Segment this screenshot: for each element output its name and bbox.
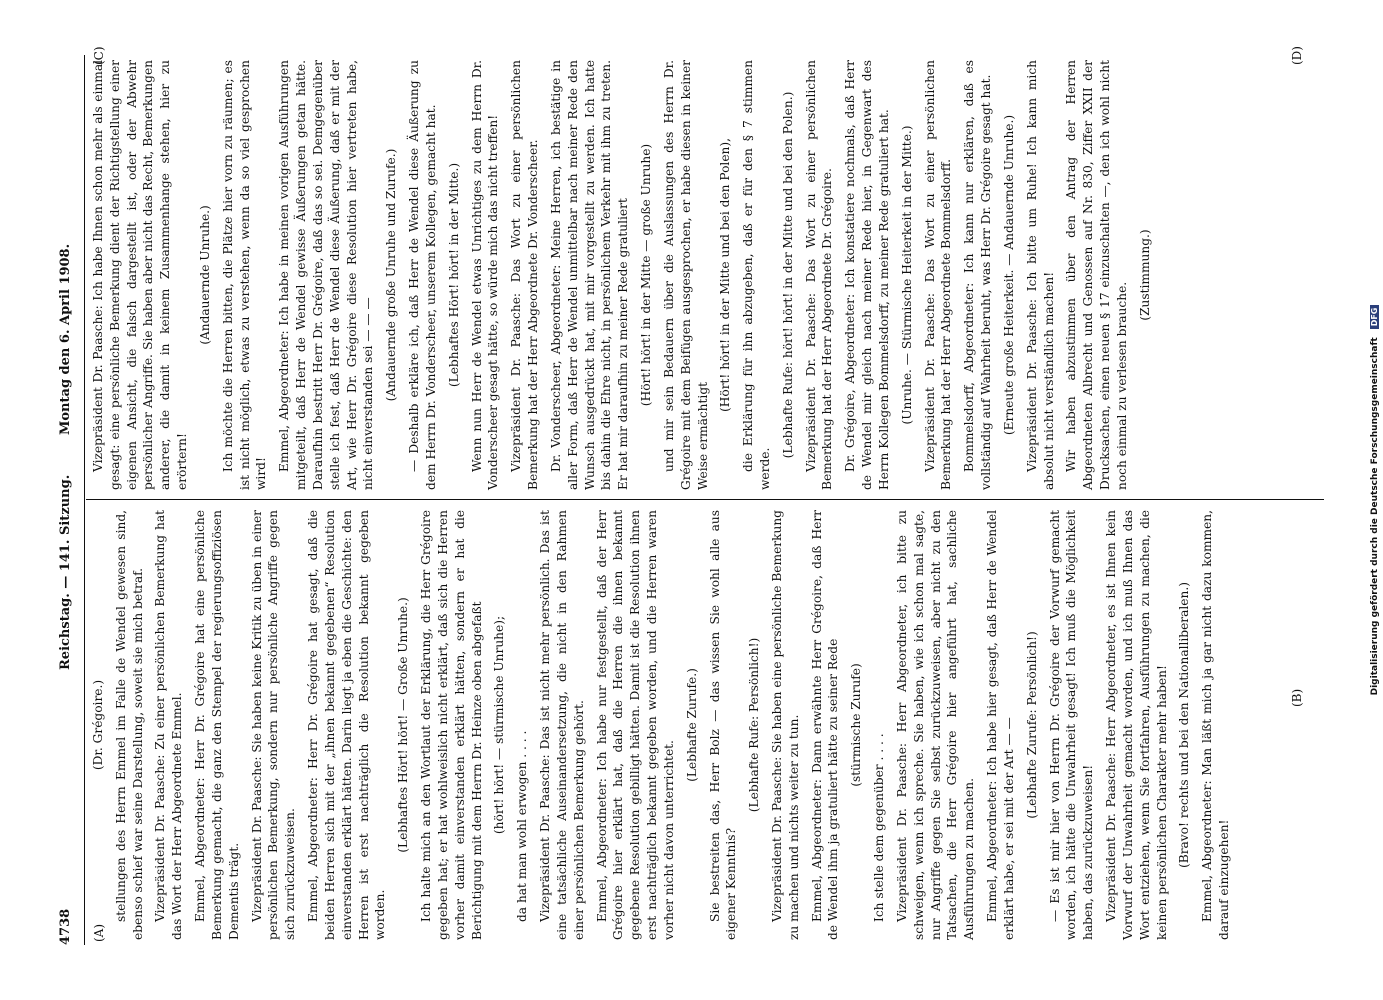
paragraph: (Andauernde Unruhe.) (197, 205, 212, 345)
header-rule (84, 55, 85, 945)
paragraph: (Dr. Grégoire.) (91, 679, 105, 771)
paragraph: (Lebhafte Rufe: Persönlich!) (747, 637, 762, 813)
paragraph: (Erneute große Heiterkeit. — Andauernde Unruhe.) (1001, 114, 1016, 436)
paragraph: (Lebhaftes Hört! hört! — Große Unruhe.) (396, 597, 411, 853)
paragraph: Vizepräsident Dr. Paasche: Das Wort zu einer persönlichen Bemerkung hat der Herr Abgeordnete Dr. Vonderscheer. (509, 60, 541, 490)
digitization-credit (1370, 10, 1380, 990)
session-date: Montag den 6. April 1908. (58, 243, 73, 435)
paragraph: Vizepräsident Dr. Paasche: Das Wort zu einer persönlichen Bemerkung hat der Herr Abgeordnete Bommelsdorff. (922, 60, 954, 490)
paragraph: (Bravo! rechts und bei den Nationalliberalen.) (1177, 582, 1192, 869)
paragraph: Emmel, Abgeordneter: Man läßt mich ja gar nicht dazu kommen, darauf einzugehen! (1200, 510, 1232, 940)
paragraph: Emmel, Abgeordneter: Herr Dr. Grégoire hat gesagt, daß die beiden Herren sich mit der „ihnen bekannt gegebenen“ Resolution einverstanden erklärt hätten. Darin liegt ja eben die Geschichte: den Herren ist erst nachträglich die Resolution bekannt gegeben worden. (306, 510, 388, 940)
paragraph: — Deshalb erkläre ich, daß Herr de Wendel diese Äußerung zu dem Herrn Dr. Vonderscheer, unserem Kollegen, gemacht hat. (407, 60, 438, 490)
paragraph: (Zustimmung.) (1137, 229, 1152, 321)
column-divider (86, 499, 1324, 500)
paragraph: Vizepräsident Dr. Paasche: Das Wort zu einer persönlichen Bemerkung hat der Herr Abgeordnete Dr. Grégoire. (803, 60, 835, 490)
paragraph: Emmel, Abgeordneter: Ich habe hier gesagt, daß Herr de Wendel erklärt habe, er sei mit der Art — — (985, 510, 1016, 940)
margin-mark-b: (B) (1290, 688, 1304, 707)
paragraph: Vizepräsident Dr. Paasche: Ich bitte um Ruhe! Ich kann mich absolut nicht verständlich machen! (1024, 60, 1056, 490)
paragraph: Bommelsdorff, Abgeordneter: Ich kann nur erklären, daß es vollständig auf Wahrheit beruht, was Herr Dr. Grégoire gesagt hat. (962, 60, 994, 490)
paragraph: (Lebhaftes Hört! hört! in der Mitte.) (446, 162, 461, 388)
dfg-logo: DFG (1370, 305, 1379, 330)
paragraph: Dr. Grégoire, Abgeordneter: Ich konstatiere nochmals, daß Herr de Wendel mir gleich nach meiner Rede hier, in Gegenwart des Herrn Kollegen Bommelsdorff, zu meiner Rede gratuliert hat. (843, 60, 891, 490)
margin-mark-d: (D) (1290, 46, 1304, 65)
paragraph: Vizepräsident Dr. Paasche: Sie haben eine persönliche Bemerkung zu machen und nichts weiter zu tun. (769, 510, 801, 940)
paragraph: Ich halte mich an den Wortlaut der Erklärung, die Herr Grégoire gegeben hat; er hat wohlweislich nicht erklärt, daß sich die Herren vorher damit einverstanden erklärt hätten, sondern er hat die Berichtigung mit dem Herrn Dr. Heinze oben abgefaßt (419, 510, 484, 940)
paragraph: die Erklärung für ihn abzugeben, daß er für den § 7 stimmen werde. (741, 60, 772, 490)
paragraph: Emmel, Abgeordneter: Dann erwähnte Herr Grégoire, daß Herr de Wendel ihm ja gratuliert hätte zu seiner Rede (809, 510, 841, 940)
paragraph: Vizepräsident Dr. Paasche: Das ist nicht mehr persönlich. Das ist eine tatsächliche Auseinandersetzung, die nicht in den Rahmen einer persönlichen Bemerkung gehört. (538, 510, 586, 940)
paragraph: (Lebhafte Zurufe.) (684, 668, 699, 782)
paragraph: (Hört! hört! in der Mitte — große Unruhe) (639, 143, 654, 407)
paragraph: stellungen des Herrn Emmel im Falle de Wendel gewesen sind, ebenso schief war seine Darstellung, soweit sie mich betraf. (113, 510, 145, 940)
paragraph: Sie bestreiten das, Herr Bolz — das wissen Sie wohl alle aus eigener Kenntnis? (707, 510, 739, 940)
margin-mark-c: (C) (92, 46, 106, 65)
page-number: 4738 (58, 908, 73, 945)
text-column-left (90, 510, 1239, 940)
paragraph: (Andauernde große Unruhe und Zurufe.) (384, 148, 399, 402)
paragraph: Wir haben abzustimmen über den Antrag der Herren Abgeordneten Albrecht und Genossen auf Nr. 830, Ziffer XXII der Drucksachen, einen neuen § 17 einzuschalten —, den ich wohl nicht noch einmal zu verlesen brauche. (1064, 60, 1129, 490)
credit-text: Digitalisierung gefördert durch die Deutsche Forschungsgemeinschaft (1370, 337, 1380, 696)
paragraph: (Lebhafte Zurufe: Persönlich!) (1024, 631, 1039, 819)
paragraph: Ich stelle dem gegenüber . . . . (872, 733, 887, 922)
margin-mark-a: (A) (92, 923, 106, 942)
paragraph: Emmel, Abgeordneter: Ich habe nur festgestellt, daß der Herr Grégoire hier erklärt hat, daß die Herren die ihnen bekannt gegebene Resolution gebilligt hätten. Damit ist die Resolution ihnen erst nachträglich bekannt gegeben worden, und die Herren waren vorher nicht davon unterrichtet. (594, 510, 676, 940)
paragraph: Wenn nun Herr de Wendel etwas Unrichtiges zu dem Herrn Dr. Vonderscheer gesagt hätte, so würde mich das nicht treffen! (469, 60, 501, 490)
paragraph: (stürmische Zurufe) (849, 663, 864, 787)
paragraph: Vizepräsident Dr. Paasche: Herr Abgeordneter, ich bitte zu schweigen, wenn ich spreche. Sie haben, wie ich schon mal sagte, nur Angriffe gegen Sie selbst zurückzuweisen, aber nicht zu den Tatsachen, die Herr Grégoire hier angeführt hat, sachliche Ausführungen zu machen. (894, 510, 977, 940)
paragraph: Ich möchte die Herren bitten, die Plätze hier vorn zu räumen; es ist nicht möglich, etwas zu verstehen, wenn da so viel gesprochen wird! (220, 60, 269, 490)
paragraph: (hört! hört! — stürmische Unruhe); (492, 615, 507, 835)
paragraph: Vizepräsident Dr. Paasche: Ich habe Ihnen schon mehr als einmal gesagt: eine persönliche Bemerkung dient der Richtigstellung einer eigenen Ansicht, die falsch dargestellt ist, oder der Abwehr persönlicher Angriffe. Sie haben aber nicht das Recht, Bemerkungen anderer, die damit in keinem Zusammenhange stehen, hier zu erörtern! (91, 60, 190, 490)
paragraph: da hat man wohl erwogen . . . . (515, 730, 530, 922)
paragraph: (Lebhafte Rufe: hört! hört! in der Mitte und bei den Polen.) (780, 91, 795, 459)
session-title: Reichstag. — 141. Sitzung. (58, 474, 73, 670)
paragraph: (Hört! hört! in der Mitte und bei den Polen), (718, 137, 733, 413)
paragraph: Vizepräsident Dr. Paasche: Herr Abgeordneter, es ist Ihnen kein Vorwurf der Unwahrheit gemacht worden, und ich muß Ihnen das Wort entziehen, wenn Sie fortfahren, Ausführungen zu machen, die keinen persönlichen Charakter mehr haben! (1104, 510, 1169, 940)
paragraph: Vizepräsident Dr. Paasche: Sie haben keine Kritik zu üben in einer persönlichen Bemerkung, sondern nur persönliche Angriffe gegen sich zurückzuweisen. (249, 510, 298, 940)
paragraph: (Unruhe. — Stürmische Heiterkeit in der Mitte.) (899, 125, 914, 425)
paragraph: Emmel, Abgeordneter: Ich habe in meinen vorigen Ausführungen mitgeteilt, daß Herr de Wendel gewisse Äußerungen getan hätte. Daraufhin bestritt Herr Dr. Grégoire, daß das so sei. Demgegenüber stelle ich fest, daß Herr de Wendel diese Äußerung, daß er mit der Art, wie Herr Dr. Grégoire diese Resolution hier vertreten habe, nicht einverstanden sei — — — (277, 60, 376, 490)
paragraph: Dr. Vonderscheer, Abgeordneter: Meine Herren, ich bestätige in aller Form, daß Herr de Wendel unmittelbar nach meiner Rede den Wunsch ausgedrückt hat, mit mir vorgestellt zu werden. Ich hatte bis dahin die Ehre nicht, in persönlichem Verkehr mit ihm zu treten. Er hat mir daraufhin zu meiner Rede gratuliert (548, 60, 631, 490)
paragraph: — Es ist mir hier von Herrn Dr. Grégoire der Vorwurf gemacht worden, ich hätte die Unwahrheit gesagt! Ich muß die Möglichkeit haben, das zurückzuweisen! (1047, 510, 1096, 940)
paragraph: und mir sein Bedauern über die Auslassungen des Herrn Dr. Grégoire mit dem Beifügen ausgesprochen, er habe diesen in keiner Weise ermächtigt (661, 60, 710, 490)
paragraph: Emmel, Abgeordneter: Herr Dr. Grégoire hat eine persönliche Bemerkung gemacht, die ganz den Stempel der regierungsoffiziösen Dementis trägt. (193, 510, 241, 940)
text-column-right (90, 60, 1160, 490)
paragraph: Vizepräsident Dr. Paasche: Zu einer persönlichen Bemerkung hat das Wort der Herr Abgeordnete Emmel. (153, 510, 185, 940)
